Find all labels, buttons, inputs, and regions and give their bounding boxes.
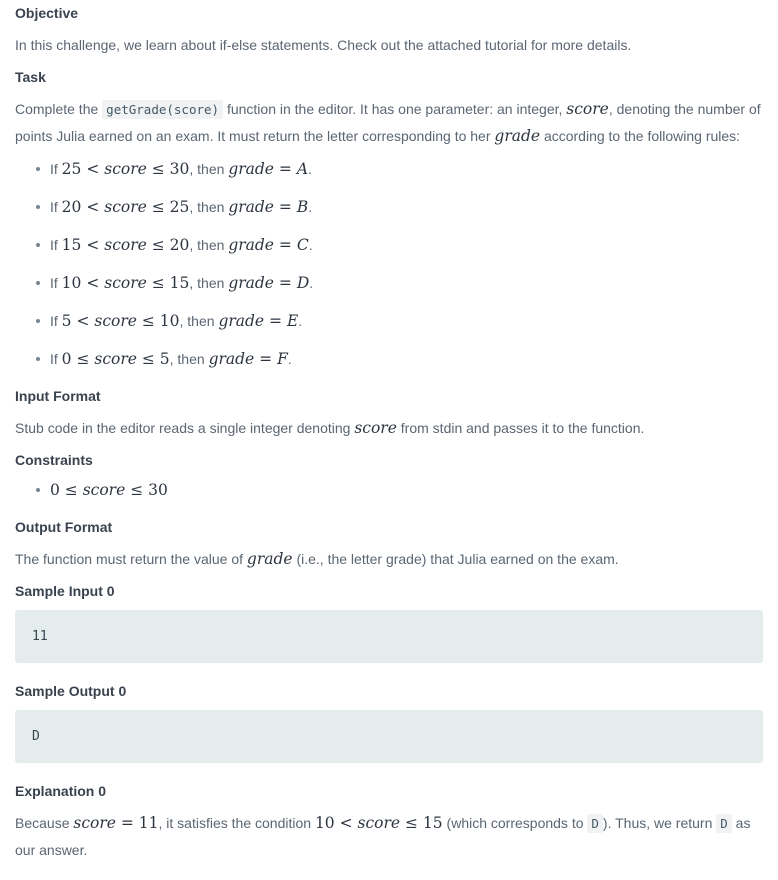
math-number: 0 ≤	[50, 481, 83, 499]
sample-input-heading: Sample Input 0	[15, 583, 115, 599]
math-variable: score	[104, 198, 147, 216]
text-segment: .	[308, 237, 313, 253]
constraints-list	[15, 477, 763, 503]
task-text	[15, 96, 763, 149]
text-segment: ). Thus, we return	[602, 815, 717, 831]
output-format-text	[15, 546, 763, 572]
rule-item	[36, 156, 763, 182]
text-segment: If	[50, 199, 62, 215]
output-format-heading: Output Format	[15, 519, 113, 535]
text-segment: If	[50, 351, 62, 367]
math-number: 20 <	[61, 198, 105, 216]
math-variable: grade	[228, 198, 274, 216]
sample-output-section	[15, 681, 763, 763]
text-segment: If	[50, 161, 62, 177]
inline-code: D	[587, 814, 603, 833]
sample-output-code-block: D	[15, 710, 763, 763]
math-number: ≤ 5	[136, 350, 170, 368]
explanation-section	[15, 781, 763, 863]
math-variable: grade	[228, 160, 274, 178]
math-number: ≤ 10	[136, 312, 180, 330]
text-segment: according to the following rules:	[540, 128, 741, 144]
math-variable: A	[296, 160, 309, 178]
text-segment: .	[308, 161, 312, 177]
math-variable: score	[104, 236, 147, 254]
inline-code: getGrade(score)	[102, 100, 223, 119]
math-number: =	[254, 350, 278, 368]
inline-code: D	[716, 814, 732, 833]
text-segment: Complete the	[15, 101, 103, 117]
math-variable: score	[73, 814, 116, 832]
math-number: 10 <	[314, 814, 358, 832]
text-segment: .	[298, 313, 303, 329]
math-variable: score	[566, 100, 609, 118]
math-variable: C	[296, 236, 309, 254]
sample-input-section	[15, 581, 763, 663]
math-number: =	[264, 312, 287, 330]
text-segment: as our answer.	[15, 815, 751, 858]
text-segment: , then	[189, 199, 229, 215]
math-variable: grade	[246, 550, 293, 568]
task-heading: Task	[15, 69, 46, 85]
math-variable: grade	[218, 312, 265, 330]
text-segment: .	[309, 275, 314, 291]
math-variable: score	[357, 814, 401, 832]
text-segment: If	[50, 237, 62, 253]
explanation-text	[15, 810, 763, 863]
math-variable: D	[296, 274, 310, 292]
explanation-heading: Explanation 0	[15, 783, 107, 799]
text-segment: function in the editor. It has one parameter: an integer,	[223, 101, 567, 117]
rule-item	[36, 270, 763, 296]
math-number: ≤ 30	[125, 481, 168, 499]
text-segment: In this challenge, we learn about if-else statements. Check out the attached tutorial for more details.	[15, 37, 632, 53]
task-section	[15, 67, 763, 372]
text-segment: Stub code in the editor reads a single integer denoting	[15, 420, 355, 436]
text-segment: , then	[189, 161, 229, 177]
math-number: ≤ 25	[146, 198, 190, 216]
text-segment: , then	[179, 313, 219, 329]
constraints-section	[15, 450, 763, 503]
grading-rules-list	[15, 156, 763, 372]
math-variable: score	[104, 160, 147, 178]
math-number: 15 <	[61, 236, 105, 254]
rule-item	[36, 308, 763, 334]
rule-item	[36, 477, 763, 503]
math-variable: E	[286, 312, 299, 330]
math-variable: grade	[228, 274, 274, 292]
text-segment: , then	[169, 351, 209, 367]
math-variable: grade	[494, 127, 541, 145]
math-number: =	[273, 198, 297, 216]
rule-item	[36, 194, 763, 220]
math-number: ≤ 15	[146, 274, 190, 292]
sample-input-code-block: 11	[15, 610, 763, 663]
rule-item	[36, 346, 763, 372]
text-segment: , denoting the number of points Julia earned on an exam. It must return the letter corresponding to her	[15, 101, 761, 144]
rule-item	[36, 232, 763, 258]
input-format-heading: Input Format	[15, 388, 101, 404]
text-segment: (i.e., the letter grade) that Julia earned on the exam.	[292, 551, 619, 567]
math-variable: grade	[208, 350, 255, 368]
math-number: =	[273, 274, 297, 292]
math-number: =	[273, 160, 297, 178]
math-number: 5 <	[61, 312, 95, 330]
text-segment: If	[50, 313, 62, 329]
text-segment: Because	[15, 815, 74, 831]
math-variable: score	[94, 312, 137, 330]
text-segment: If	[50, 275, 62, 291]
objective-heading: Objective	[15, 5, 79, 21]
input-format-section	[15, 386, 763, 441]
math-variable: score	[94, 350, 137, 368]
math-number: 10 <	[61, 274, 105, 292]
math-variable: B	[296, 198, 309, 216]
output-format-section	[15, 517, 763, 572]
math-variable: score	[82, 481, 126, 499]
math-variable: F	[277, 350, 288, 368]
math-number: 25 <	[61, 160, 105, 178]
text-segment: , it satisfies the condition	[158, 815, 315, 831]
text-segment: .	[308, 199, 313, 215]
math-variable: grade	[228, 236, 274, 254]
text-segment: , then	[189, 237, 229, 253]
text-segment: .	[287, 351, 292, 367]
math-number: ≤ 30	[146, 160, 190, 178]
objective-section	[15, 3, 763, 58]
math-number: = 11	[115, 814, 159, 832]
constraints-heading: Constraints	[15, 452, 93, 468]
math-number: 0 ≤	[61, 350, 95, 368]
math-variable: score	[104, 274, 147, 292]
math-number: ≤ 15	[400, 814, 443, 832]
input-format-text	[15, 415, 763, 441]
math-number: =	[273, 236, 297, 254]
math-variable: score	[354, 419, 397, 437]
text-segment: from stdin and passes it to the function.	[396, 420, 645, 436]
text-segment: , then	[189, 275, 229, 291]
text-segment: The function must return the value of	[15, 551, 247, 567]
text-segment: (which corresponds to	[442, 815, 588, 831]
math-number: ≤ 20	[146, 236, 190, 254]
sample-output-heading: Sample Output 0	[15, 683, 127, 699]
objective-text	[15, 32, 763, 58]
